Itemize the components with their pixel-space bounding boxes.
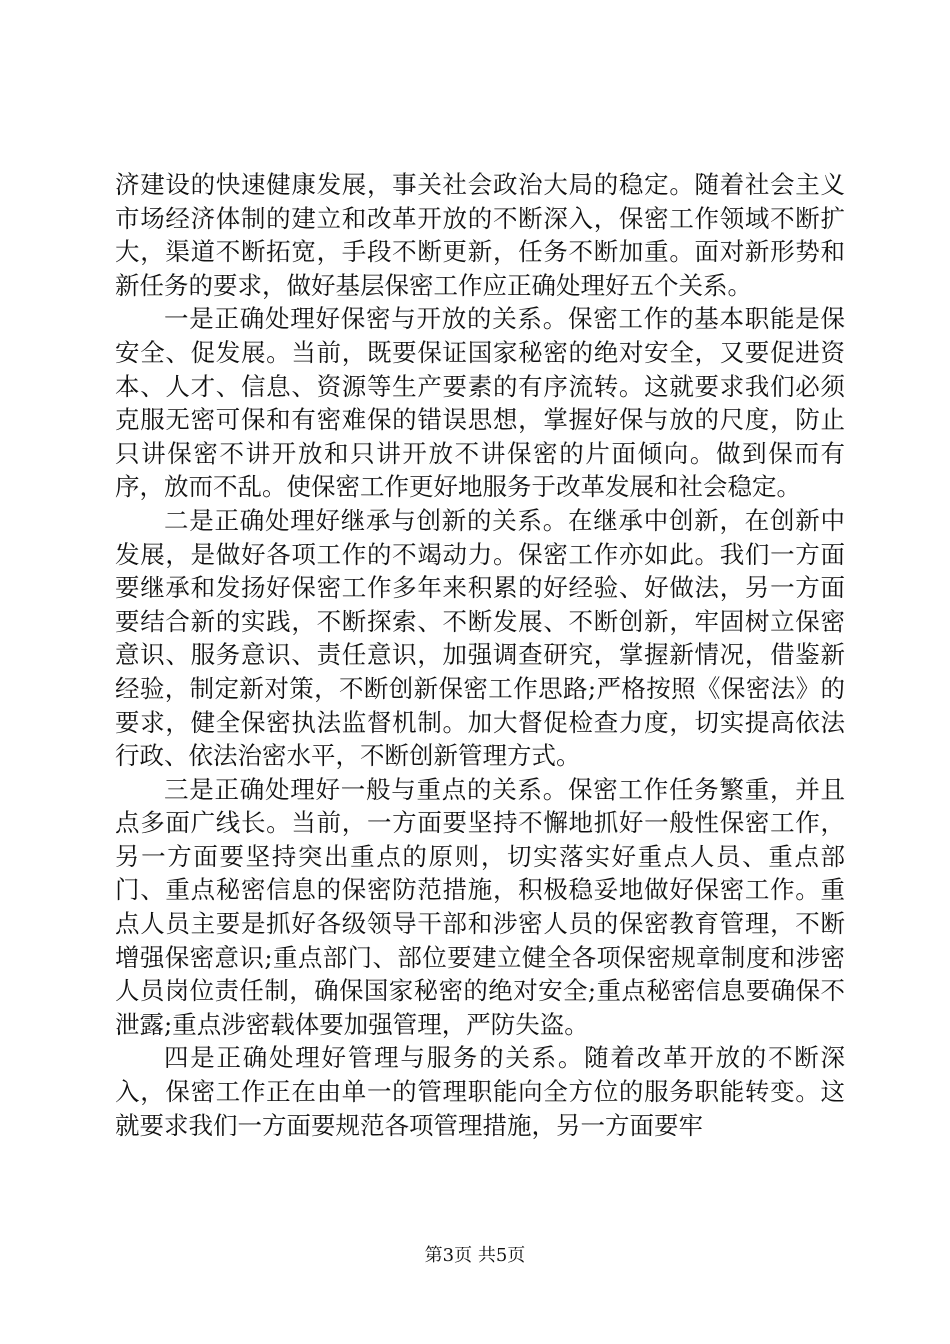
paragraph-management-service: 四是正确处理好管理与服务的关系。随着改革开放的不断深入，保密工作正在由单一的管理职能向全方位的服务职能转变。这就要求我们一方面要规范各项管理措施，另一方面要牢 bbox=[115, 1043, 845, 1140]
paragraph-secrecy-openness: 一是正确处理好保密与开放的关系。保密工作的基本职能是保安全、促发展。当前，既要保证国家秘密的绝对安全，又要促进资本、人才、信息、资源等生产要素的有序流转。这就要求我们必须克服无密可保和有密难保的错误思想，掌握好保与放的尺度，防止只讲保密不讲开放和只讲开放不讲保密的片面倾向。做到保而有序，放而不乱。使保密工作更好地服务于改革发展和社会稳定。 bbox=[115, 304, 845, 502]
page-number-footer: 第3页 共5页 bbox=[424, 1245, 526, 1266]
paragraph-inheritance-innovation: 二是正确处理好继承与创新的关系。在继承中创新，在创新中发展，是做好各项工作的不竭动力。保密工作亦如此。我们一方面要继承和发扬好保密工作多年来积累的好经验、好做法，另一方面要结合新的实践，不断探索、不断发展、不断创新，牢固树立保密意识、服务意识、责任意识，加强调查研究，掌握新情况，借鉴新经验，制定新对策，不断创新保密工作思路;严格按照《保密法》的要求，健全保密执法监督机制。加大督促检查力度，切实提高依法行政、依法治密水平，不断创新管理方式。 bbox=[115, 505, 845, 771]
document-body bbox=[115, 168, 845, 1142]
paragraph-general-key-points: 三是正确处理好一般与重点的关系。保密工作任务繁重，并且点多面广线长。当前，一方面要坚持不懈地抓好一般性保密工作，另一方面要坚持突出重点的原则，切实落实好重点人员、重点部门、重点秘密信息的保密防范措施，积极稳妥地做好保密工作。重点人员主要是抓好各级领导干部和涉密人员的保密教育管理，不断增强保密意识;重点部门、部位要建立健全各项保密规章制度和涉密人员岗位责任制，确保国家秘密的绝对安全;重点秘密信息要确保不泄露;重点涉密载体要加强管理，严防失盗。 bbox=[115, 774, 845, 1039]
paragraph-continuation: 济建设的快速健康发展，事关社会政治大局的稳定。随着社会主义市场经济体制的建立和改革开放的不断深入，保密工作领域不断扩大，渠道不断拓宽，手段不断更新，任务不断加重。面对新形势和新任务的要求，做好基层保密工作应正确处理好五个关系。 bbox=[115, 170, 845, 300]
